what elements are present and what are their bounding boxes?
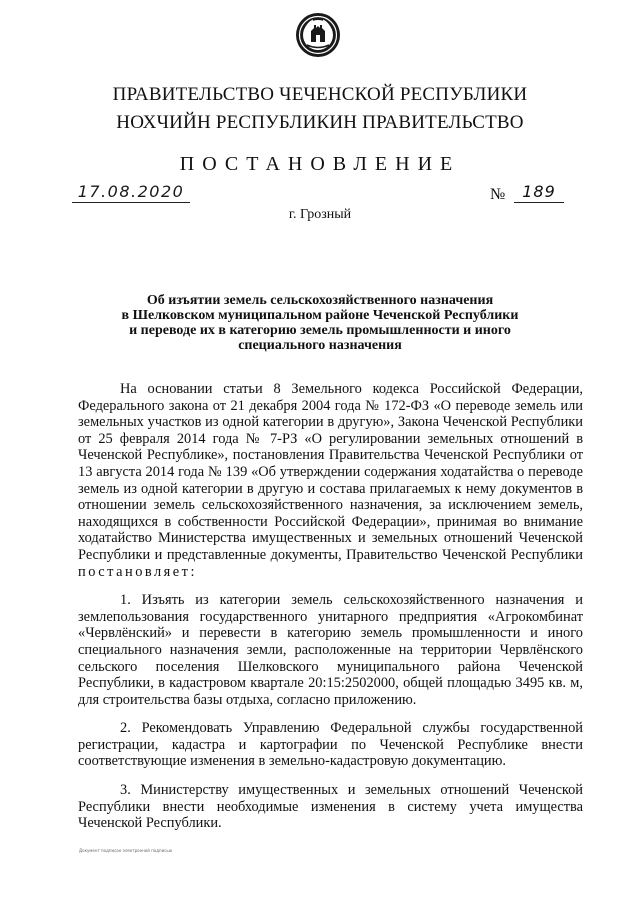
government-name-chechen: НОХЧИЙН РЕСПУБЛИКИН ПРАВИТЕЛЬСТВО: [116, 112, 524, 133]
title-line: и переводе их в категорию земель промышленности и иного: [129, 323, 511, 338]
preamble-text: На основании статьи 8 Земельного кодекса Российской Федерации, Федерального закона от 21 декабря 2004 года № 172-ФЗ «О переводе земель или земельных участков из одной категории в другую», Закона Чеченской Республики от 25 февраля 2014 года № 7-РЗ «О регулировании земельных отношений в Чеченской Республике», постановления Правительства Чеченской Республики от 13 августа 2014 года № 139 «Об утверждении содержания ходатайства о переводе земель из одной категории в другую и состава прилагаемых к нему документов в отношении земель сельскохозяйственного назначения, за исключением земель, находящихся в собственности Российской Федерации», принимая во внимание ходатайство Министерства имущественных и земельных отношений Чеченской Республики и представленные документы, Правительство Чеченской Республики: [78, 381, 583, 563]
footer-note: Документ подписан электронной подписью: [79, 848, 173, 853]
resolution-item-3: 3. Министерству имущественных и земельных отношений Чеченской Республики внести необходимые изменения в систему учета имущества Чеченской Республики.: [78, 782, 583, 832]
resolution-item-1: 1. Изъять из категории земель сельскохозяйственного назначения и землепользования государственного унитарного предприятия «Агрокомбинат «Червлёнский» и перевести в категорию земель промышленности и иного специального назначения земли, расположенные на территории Червлёнского сельского поселения Шелковского муниципального района Чеченской Республики, в кадастровом квартале 20:15:2502000, общей площадью 3495 кв. м, для строительства базы отдыха, согласно приложению.: [78, 592, 583, 708]
government-name-russian: ПРАВИТЕЛЬСТВО ЧЕЧЕНСКОЙ РЕСПУБЛИКИ: [112, 84, 528, 105]
chechen-republic-emblem-icon: [295, 12, 341, 58]
document-title: [100, 293, 540, 353]
document-body: [78, 381, 583, 832]
document-number-sign: №: [490, 186, 506, 203]
document-number: 189: [514, 182, 564, 203]
title-line: Об изъятии земель сельскохозяйственного назначения: [146, 293, 494, 308]
preamble-paragraph: [78, 381, 583, 580]
resolution-item-2: 2. Рекомендовать Управлению Федеральной службы государственной регистрации, кадастра и картографии по Чеченской Республике внести соответствующие изменения в земельно-кадастровую документацию.: [78, 720, 583, 770]
document-type-heading: ПОСТАНОВЛЕНИЕ: [179, 153, 461, 175]
decree-word: постановляет:: [78, 563, 197, 580]
document-date: 17.08.2020: [72, 182, 190, 203]
title-line: в Шелковском муниципальном районе Чеченской Республики: [121, 308, 519, 323]
title-line: специального назначения: [238, 338, 402, 353]
document-city: г. Грозный: [288, 207, 352, 222]
